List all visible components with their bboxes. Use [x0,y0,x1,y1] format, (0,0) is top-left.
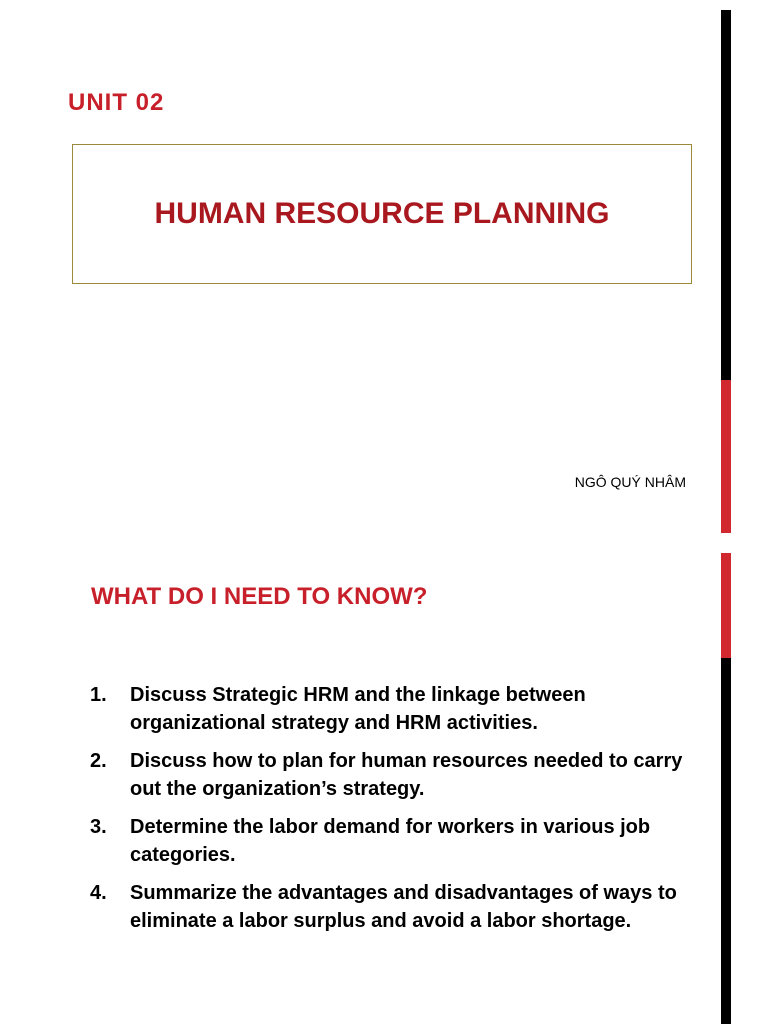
objective-number: 3. [90,816,107,838]
objective-number: 2. [90,750,107,772]
objective-text: Discuss Strategic HRM and the linkage between organizational strategy and HRM activities. [130,684,586,734]
slide2-accent-bar-red [721,553,731,658]
author-name: NGÔ QUÝ NHÂM [574,474,686,490]
objective-text: Discuss how to plan for human resources needed to carry out the organization’s strategy. [130,750,683,800]
slide2-accent-bar-black [721,658,731,1024]
objective-number: 4. [90,882,107,904]
objective-text: Summarize the advantages and disadvantages of ways to eliminate a labor surplus and avoid a labor shortage. [130,882,677,932]
objective-text: Determine the labor demand for workers in various job categories. [130,816,651,866]
objective-item [90,747,690,803]
objective-number: 1. [90,684,107,706]
slide-title: HUMAN RESOURCE PLANNING [154,197,610,230]
slide1-accent-bar-red [721,380,731,533]
objective-item [90,681,690,737]
objective-item [90,813,690,869]
slide1-accent-bar-black [721,10,731,380]
title-box [72,144,692,284]
unit-label: UNIT 02 [68,89,165,116]
objectives-list [90,681,690,945]
objective-item [90,879,690,935]
section-heading: WHAT DO I NEED TO KNOW? [91,583,428,610]
